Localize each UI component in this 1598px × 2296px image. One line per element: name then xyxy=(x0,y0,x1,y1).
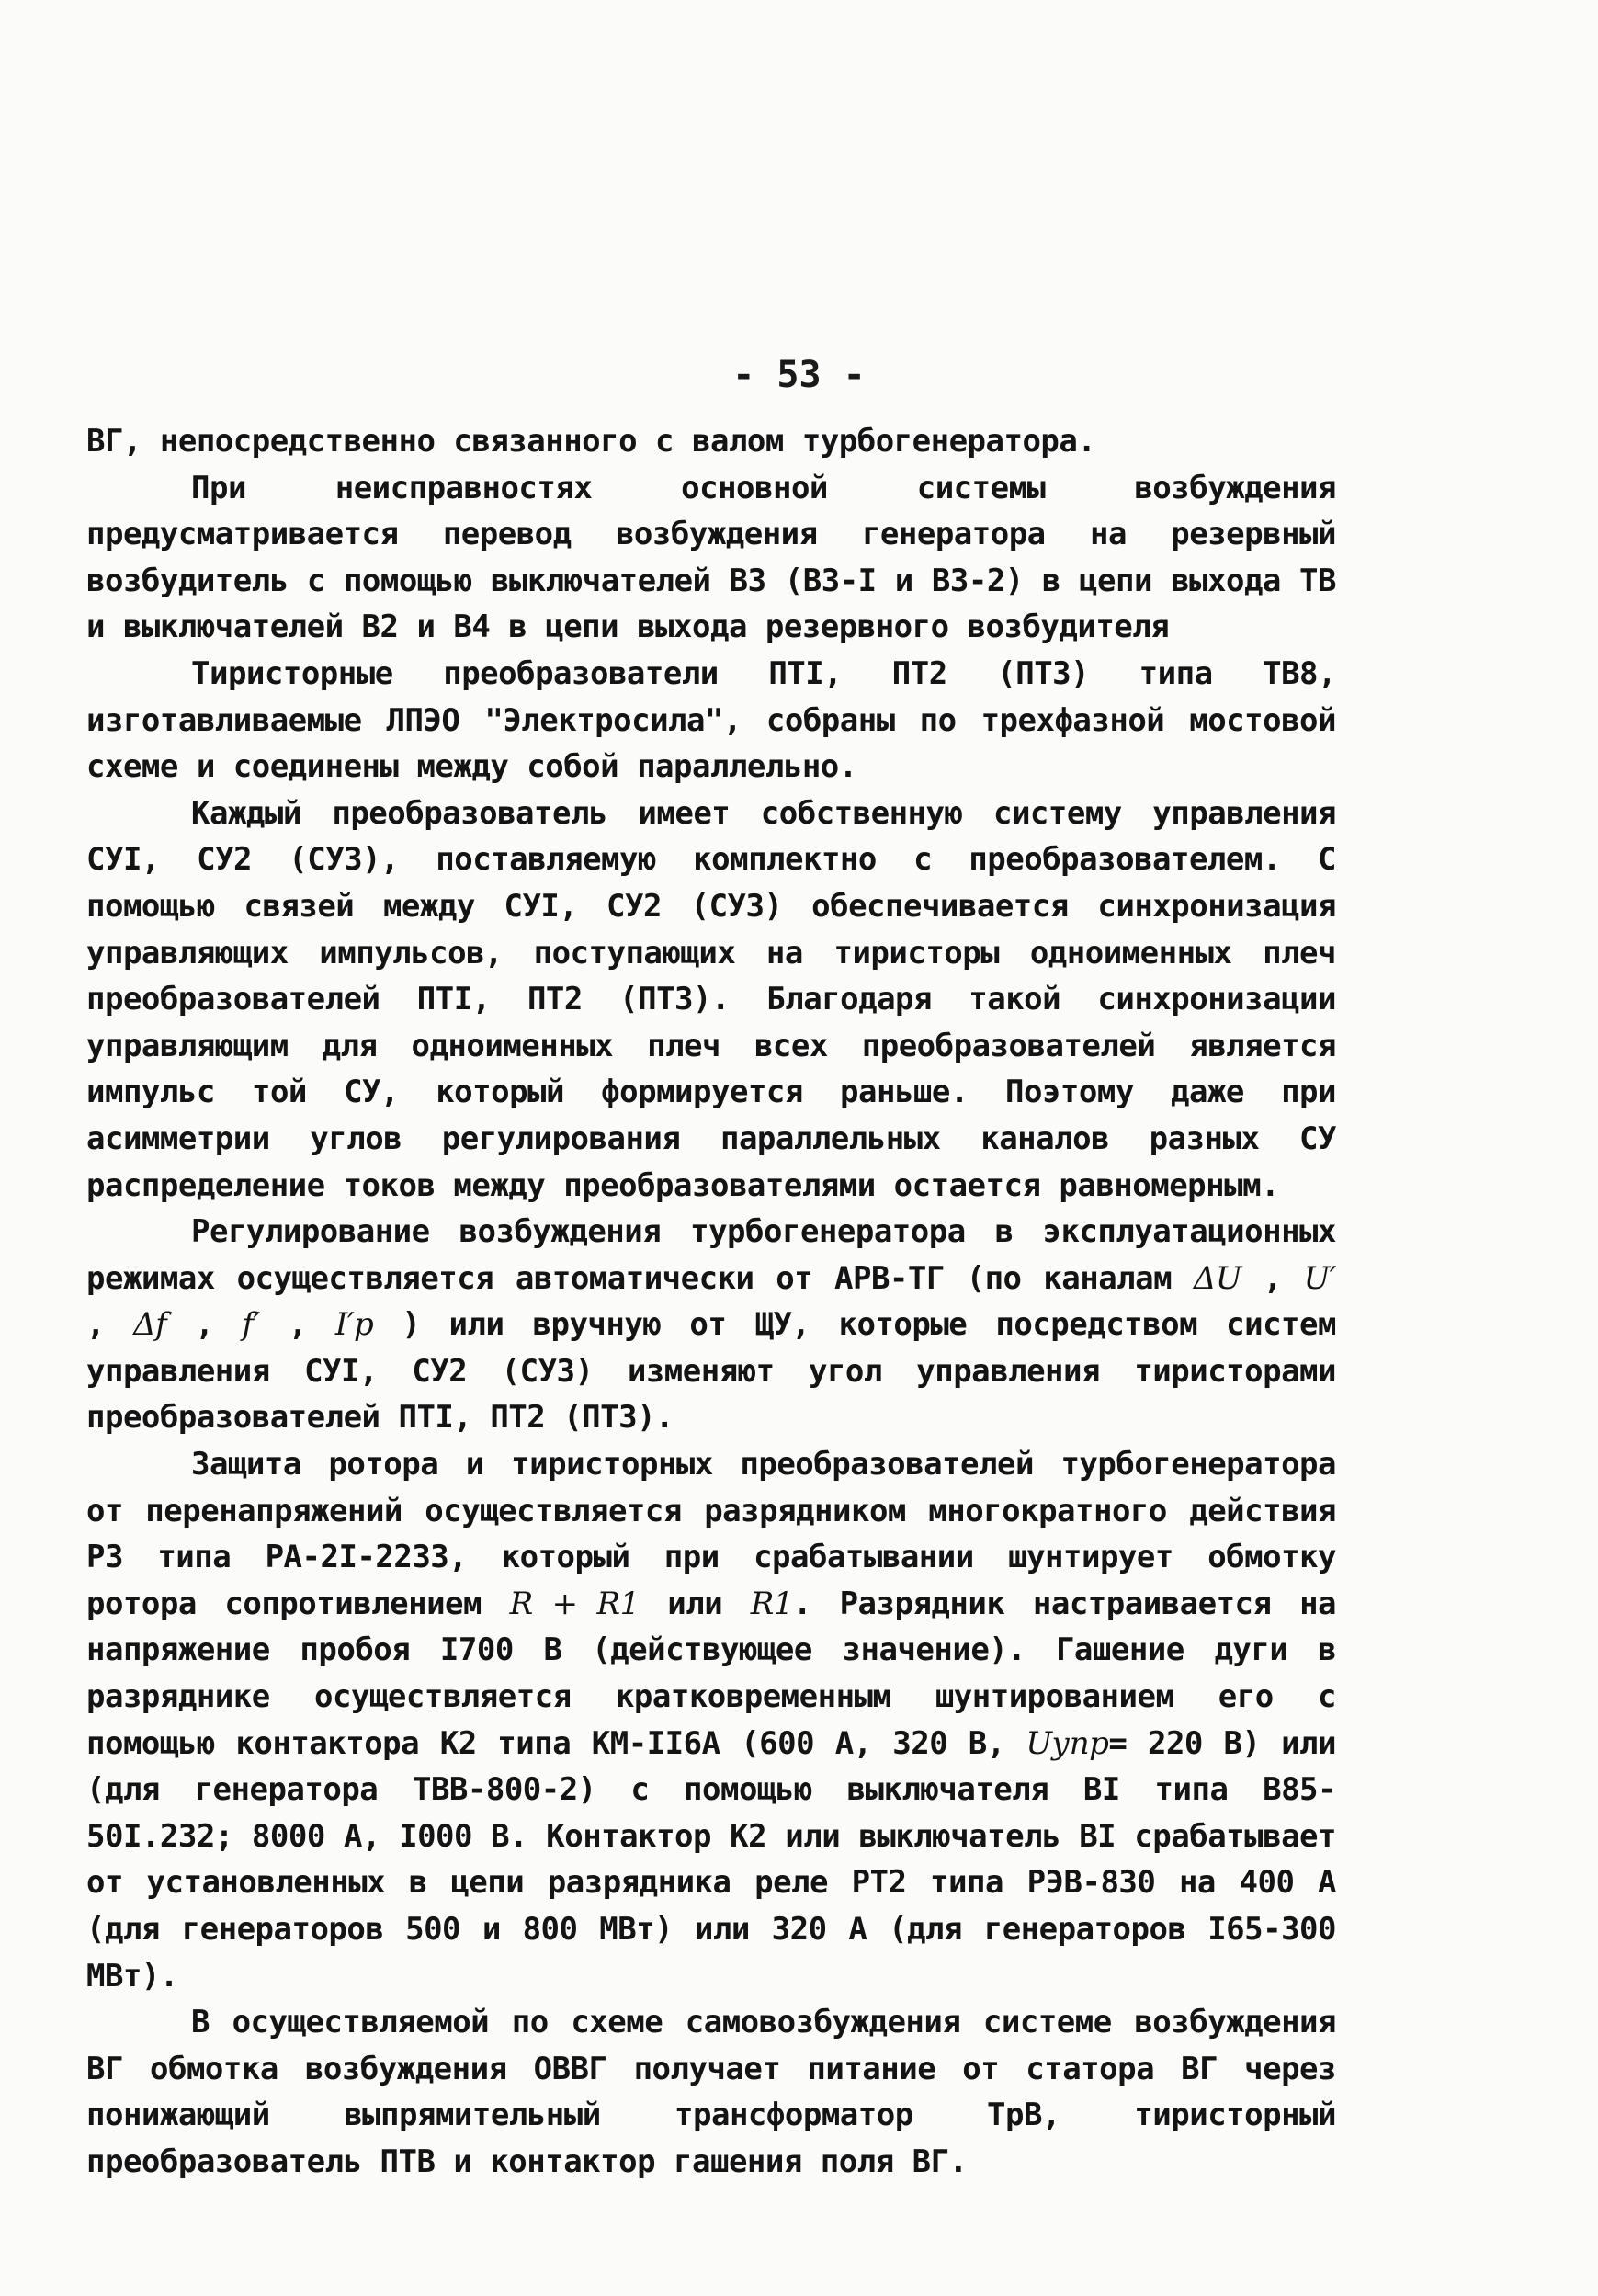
paragraph xyxy=(86,418,1336,465)
text-run: Регулирование возбуждения турбогенератора в эксплуатационных режимах осуществляется автоматически от АРВ-ТГ (по каналам xyxy=(86,1213,1336,1297)
math-symbol: ΔU xyxy=(1193,1259,1242,1297)
math-symbol: Δf xyxy=(133,1306,167,1344)
text-run: или xyxy=(639,1585,751,1622)
paragraph xyxy=(86,1441,1336,1999)
text-run: Защита ротора и тиристорных преобразователей турбогенератора от перенапряжений осуществляется разрядником многократного действия РЗ типа РА-2I-2233, который при срабатывании шунтирует обмотку ротора сопротивлением xyxy=(86,1446,1336,1622)
text-run: Каждый преобразователь имеет собственную систему управления СУI, СУ2 (СУЗ), поставляемую комплектно с преобразователем. С помощью связей между СУI, СУ2 (СУЗ) обеспечивается синхронизация управляющих импульсов, поступающих на тиристоры одноименных плеч преобразователей ПТI, ПТ2 (ПТЗ). Благодаря такой синхронизации управляющим для одноименных плеч всех преобразователей является импульс той СУ, который формируется раньше. Поэтому даже при асимметрии углов регулирования параллельных каналов разных СУ распределение токов между преобразователями остается равномерным. xyxy=(86,794,1336,1204)
math-symbol: I′p xyxy=(334,1306,374,1344)
body-text xyxy=(86,418,1336,2186)
text-run: , xyxy=(1241,1259,1304,1297)
text-run: При неисправностях основной системы возбуждения предусматривается перевод возбуждения генератора на резервный возбудитель с помощью выключателей ВЗ (ВЗ-I и ВЗ-2) в цепи выхода ТВ и выключателей В2 и В4 в цепи выхода резервного возбудителя xyxy=(86,469,1336,646)
math-symbol: Uупр xyxy=(1026,1724,1109,1762)
text-run: , xyxy=(166,1306,243,1344)
paragraph xyxy=(86,1999,1336,2185)
text-run: . Разрядник настраивается на напряжение пробоя I700 В (действующее значение). Гашение дуги в разряднике осуществляется кратковременным шунтированием его с помощью контактора К2 типа КМ-II6А (600 А, 320 В, xyxy=(86,1585,1337,1762)
text-run: , xyxy=(259,1306,335,1344)
text-run: , xyxy=(86,1306,134,1344)
math-symbol: R1 xyxy=(750,1585,794,1622)
text-run: ) или вручную от ЩУ, которые посредством систем управления СУI, СУ2 (СУЗ) изменяют угол управления тиристорами преобразователей ПТI, ПТ2 (ПТЗ). xyxy=(86,1306,1336,1437)
paragraph xyxy=(86,1209,1336,1441)
math-symbol: U′ xyxy=(1303,1259,1336,1297)
page-number: - 53 - xyxy=(732,354,866,396)
paragraph xyxy=(86,790,1336,1209)
paragraph xyxy=(86,651,1336,790)
text-run: ВГ, непосредственно связанного с валом турбогенератора. xyxy=(86,423,1096,460)
math-symbol: R + R1 xyxy=(509,1585,640,1622)
text-run: Тиристорные преобразователи ПТI, ПТ2 (ПТЗ) типа ТВ8, изготавливаемые ЛПЭО "Электросила", собраны по трехфазной мостовой схеме и соединены между собой параллельно. xyxy=(86,654,1336,786)
text-run: В осуществляемой по схеме самовозбуждения системе возбуждения ВГ обмотка возбуждения ОВВГ получает питание от статора ВГ через понижающий выпрямительный трансформатор ТрВ, тиристорный преобразователь ПТВ и контактор гашения поля ВГ. xyxy=(86,2004,1336,2180)
paragraph xyxy=(86,465,1336,651)
math-symbol: f′ xyxy=(242,1306,260,1344)
text-run: = 220 В) или (для генератора ТВВ-800-2) с помощью выключателя ВI типа В85-50I.232; 8000 А, I000 В. Контактор К2 или выключатель ВI срабатывает от установленных в цепи разрядника реле РТ2 типа РЭВ-830 на 400 А (для генераторов 500 и 800 МВт) или 320 А (для генераторов I65-300 МВт). xyxy=(86,1724,1336,1995)
